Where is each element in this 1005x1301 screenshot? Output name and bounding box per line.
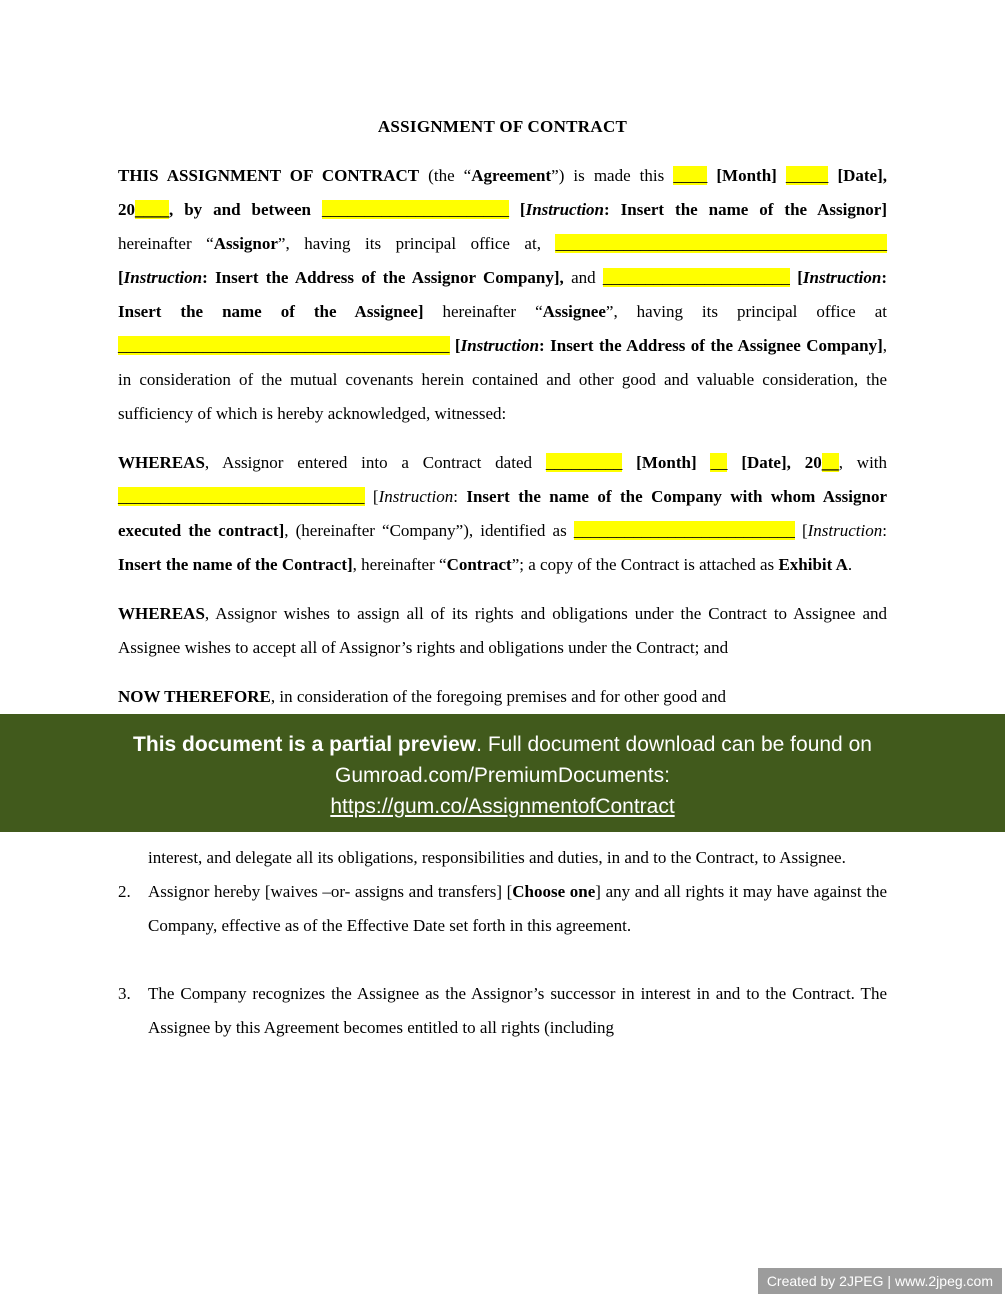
paragraph-now-therefore: NOW THEREFORE, in consideration of the foregoing premises and for other good and xyxy=(118,687,726,706)
numbered-list xyxy=(118,841,887,1045)
paragraph-whereas-assignment: WHEREAS, Assignor wishes to assign all of its rights and obligations under the Contract to Assignee and Assignee wishes to accept all of Assignor’s rights and obligations under the Contract; and xyxy=(118,604,887,657)
list-item-3 xyxy=(118,977,887,1045)
list-item-number: 2. xyxy=(118,882,131,901)
page-title: ASSIGNMENT OF CONTRACT xyxy=(377,117,628,136)
gumroad-link[interactable]: https://gum.co/AssignmentofContract xyxy=(330,795,675,818)
list-item-2 xyxy=(118,875,887,943)
banner-rest-text: . Full document download can be found on Gumroad.com/PremiumDocuments: xyxy=(335,733,872,787)
list-item-number: 3. xyxy=(118,984,131,1003)
paragraph-agreement-intro: THIS ASSIGNMENT OF CONTRACT (the “Agreement”) is made this ____ [Month] _____ [Date], 20____, by and between ______________________ [Instruction: Insert the name of the Assignor] hereinafter “Assignor”, having its principal office at, _______________________________________ [Instruction: Insert the Address of the Assignor Company], and ______________________ [Instruction: Insert the name of the Assignee] hereinafter “Assignee”, having its principal office at _______________________________________ [Instruction: Insert the Address of the Assignee Company], in consideration of the mutual covenants herein contained and other good and valuable consideration, the sufficiency of which is hereby acknowledged, witnessed: xyxy=(118,166,888,423)
watermark: Created by 2JPEG | www.2jpeg.com xyxy=(758,1268,1002,1294)
partial-preview-banner xyxy=(0,714,1005,832)
banner-bold-text: This document is a partial preview xyxy=(133,733,477,756)
paragraph-whereas-contract: WHEREAS, Assignor entered into a Contract dated _________ [Month] __ [Date], 20__, with _____________________________ [Instruction: Insert the name of the Company with whom Assignor executed the contract], (hereinafter “Company”), identified as __________________________ [Instruction: Insert the name of the Contract], hereinafter “Contract”; a copy of the Contract is attached as Exhibit A. xyxy=(118,453,888,574)
list-item-text: Assignor hereby [waives –or- assigns and transfers] [Choose one] any and all rights it may have against the Company, effective as of the Effective Date set forth in this agreement. xyxy=(148,882,887,935)
list-item-number xyxy=(118,841,148,875)
list-item-continuation xyxy=(118,841,887,875)
list-item-text: The Company recognizes the Assignee as the Assignor’s successor in interest in and to the Contract. The Assignee by this Agreement becomes entitled to all rights (including xyxy=(148,984,887,1037)
list-item-text: interest, and delegate all its obligations, responsibilities and duties, in and to the Contract, to Assignee. xyxy=(148,848,846,867)
